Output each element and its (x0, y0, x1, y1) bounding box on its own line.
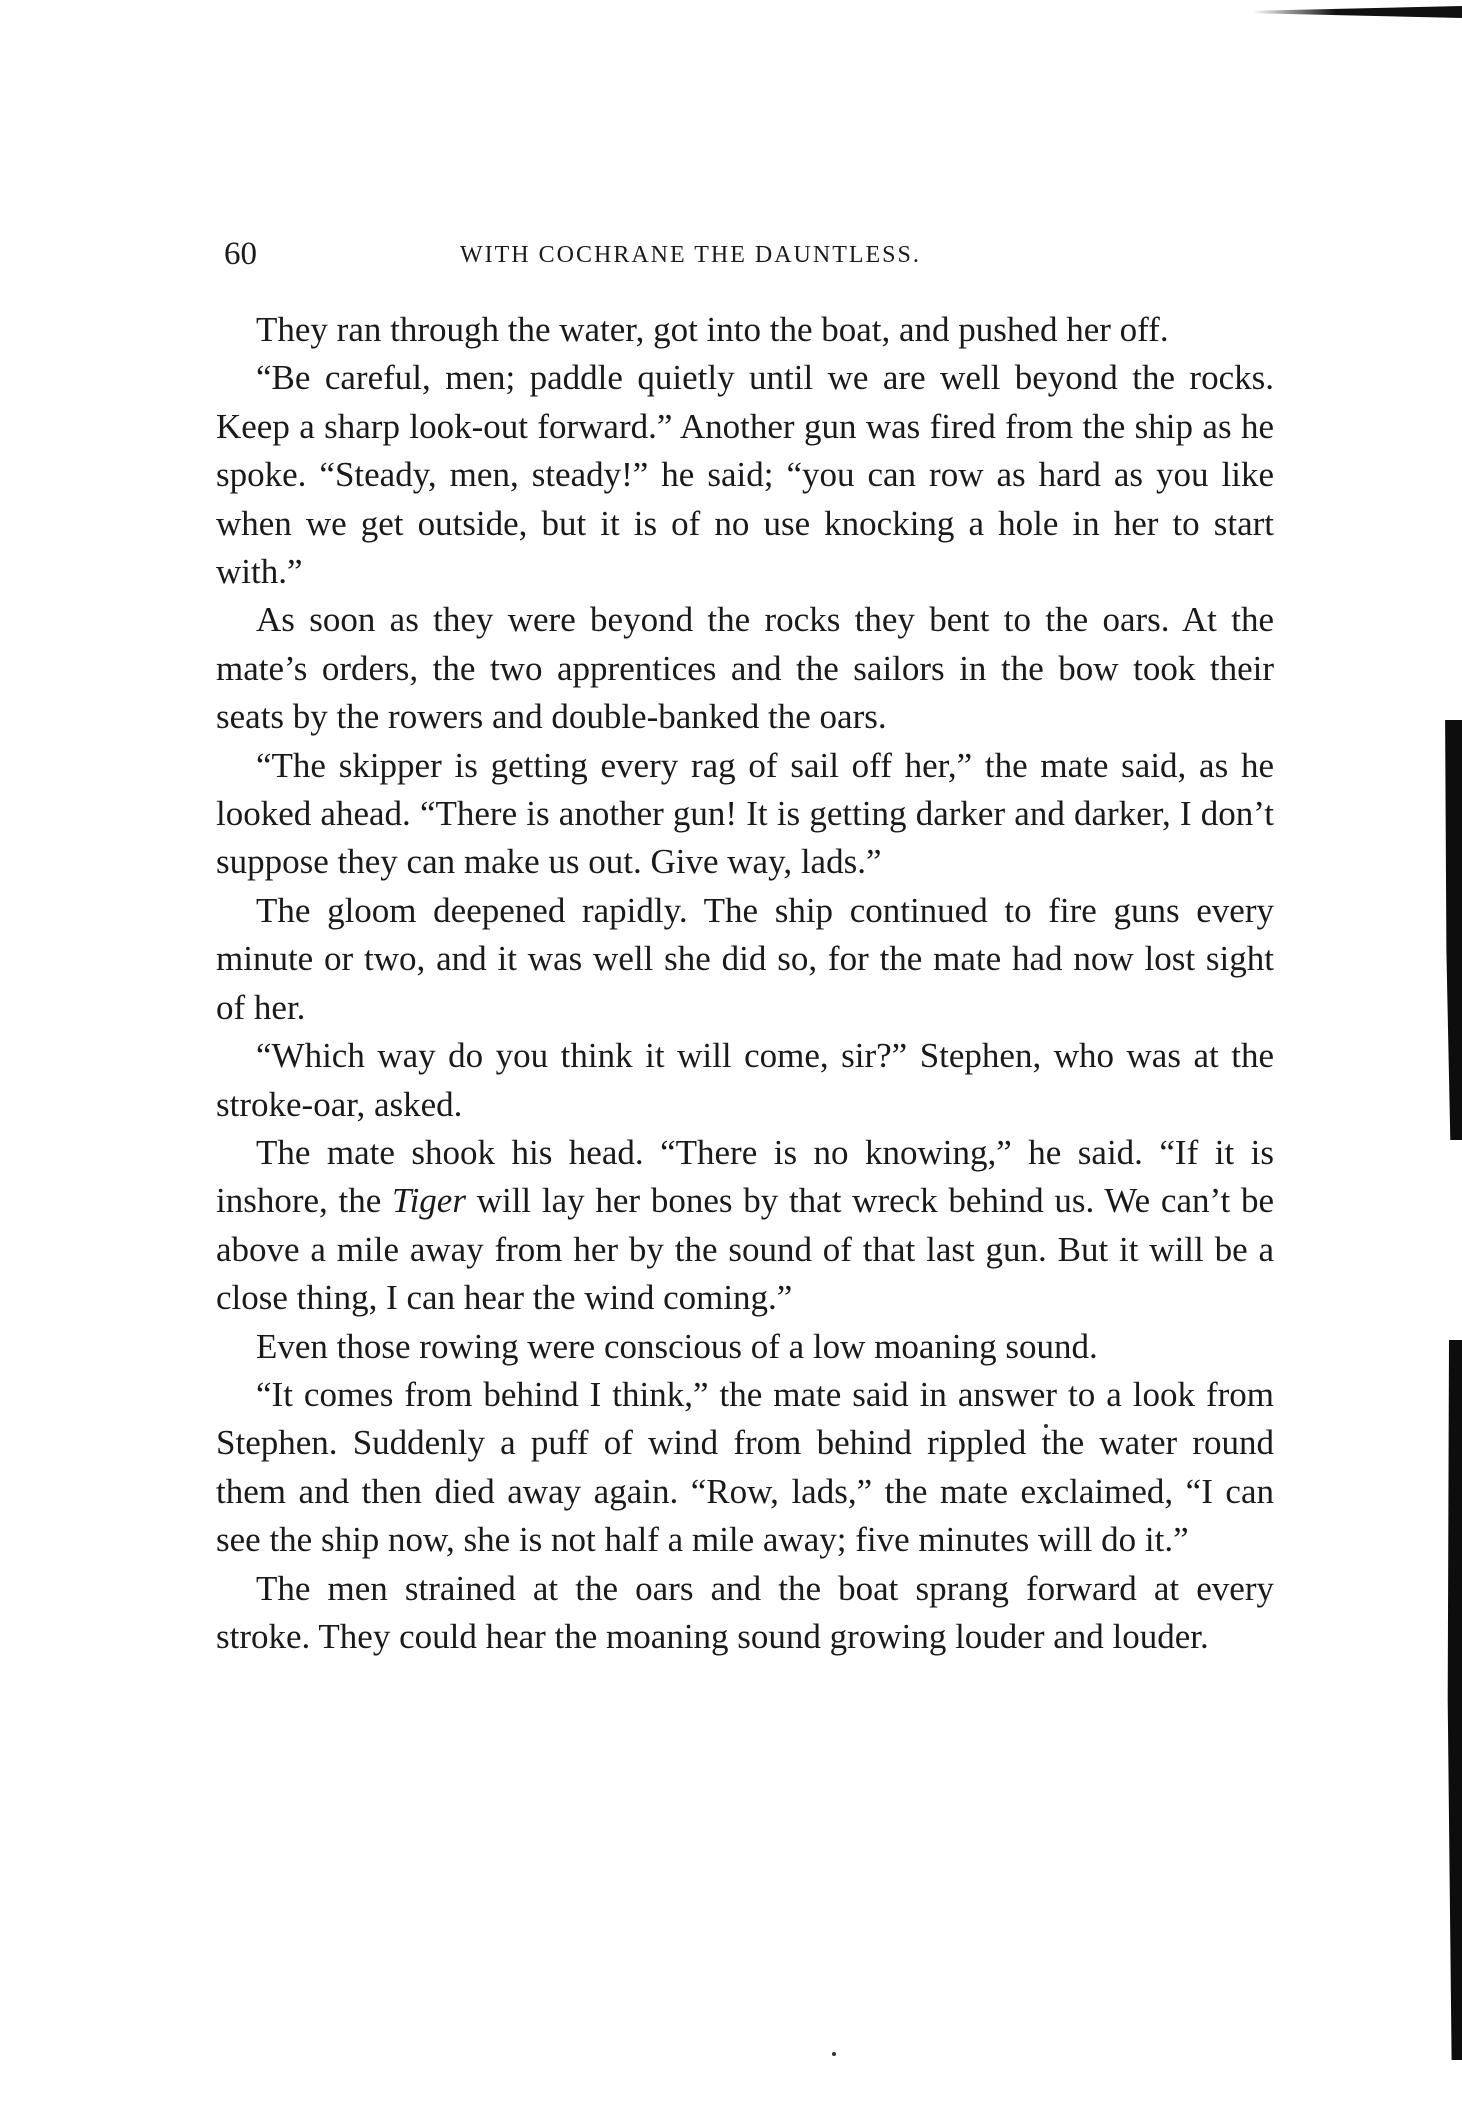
paragraph: Even those rowing were conscious of a low moaning sound. (256, 1326, 1098, 1366)
paragraph: The gloom deepened rapidly. The ship continued to fire guns every minute or two, and it was well she did so, for the mate had now lost sight of her. (216, 890, 1274, 1027)
ship-name-italic: Tiger (392, 1181, 466, 1221)
body-text (216, 306, 1274, 1661)
paragraph: “Be careful, men; paddle quietly until we are well beyond the rocks. Keep a sharp look-out forward.” Another gun was fired from the ship as he spoke. “Steady, men, steady!” he said; “you can row as hard as you like when we get outside, but it is of no use knocking a hole in her to start with.” (216, 358, 1274, 592)
paragraph: “The skipper is getting every rag of sail off her,” the mate said, as he looked ahead. “There is another gun! It is getting darker and darker, I don’t suppose they can make us out. Give way, lads.” (216, 745, 1274, 882)
page-header (224, 236, 1274, 286)
scan-edge-shadow (1436, 720, 1462, 1140)
page-number: 60 (224, 236, 257, 272)
scan-speck (832, 2052, 836, 2056)
scan-edge-shadow (1436, 1340, 1462, 2060)
paragraph: “Which way do you think it will come, sir?” Stephen, who was at the stroke-oar, asked. (216, 1036, 1274, 1124)
scan-edge-mark (1252, 6, 1462, 18)
paragraph-text: The mate shook his head. “There is no knowing,” he said. “If it is inshore, the (216, 1132, 1274, 1221)
paragraph: They ran through the water, got into the boat, and pushed her off. (256, 310, 1169, 349)
paragraph: As soon as they were beyond the rocks they bent to the oars. At the mate’s orders, the two apprentices and the sailors in the bow took their seats by the rowers and double-banked the oars. (216, 600, 1274, 737)
paragraph: “It comes from behind I think,” the mate said in answer to a look from Stephen. Suddenly a puff of wind from behind rippled the water round them and then died away again. “Row, lads,” the mate exclaimed, “I can see the ship now, she is not half a mile away; five minutes will do it.” (216, 1374, 1274, 1560)
running-head: WITH COCHRANE THE DAUNTLESS. (460, 242, 921, 268)
paragraph (216, 1129, 1274, 1323)
paragraph-text: will lay her bones by that wreck behind us. We can’t be above a mile away from her by the sound of that last gun. But it will be a close thing, I can hear the wind coming.” (216, 1181, 1274, 1318)
paragraph: The men strained at the oars and the boat sprang forward at every stroke. They could hear the moaning sound growing louder and louder. (216, 1568, 1274, 1656)
